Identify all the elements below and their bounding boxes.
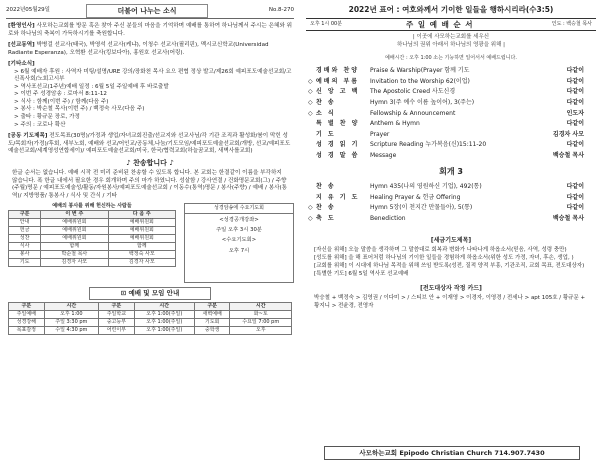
table-header: 구분	[194, 303, 230, 311]
order-item-name: 신 앙 고 백	[316, 88, 360, 96]
mission-text: 박병걸 선교사(태국), 박영석 선교사(케냐), 이청수 선교사(필리핀), 멕시코신학교(Universidad Radiante Esperanza), 오혁환 선교사(킹보다아), 홍원호 선교사(어링).	[8, 42, 269, 56]
order-item-name: 축 도	[316, 215, 336, 223]
order-item-name: 찬 송	[316, 204, 336, 212]
table-cell: 예배위원회	[108, 227, 175, 235]
table-cell: 예배위원회	[108, 235, 175, 243]
church-footer: 사모하는교회 Epipodo Christian Church 714.907.7430	[324, 446, 580, 460]
news-item: > 식사 : 함께(이번 주) / 함께(다음 주)	[14, 98, 109, 105]
worship-order-item	[306, 98, 596, 109]
order-item-person: 다같이	[566, 120, 584, 128]
table-row	[9, 243, 176, 251]
worship-order-item	[306, 203, 596, 214]
table-row	[9, 219, 176, 227]
other-news-section	[8, 61, 294, 129]
table-cell: 어린이부	[99, 327, 135, 335]
worship-note: 예배시간 : 오후 1:00 소는 기능하면 일어서서 예배드립니다.	[385, 55, 517, 62]
order-item-content: Prayer	[370, 130, 390, 138]
table-header: 시간	[230, 303, 292, 311]
table-cell: 중고등부	[99, 319, 135, 327]
order-item-name: 찬 송	[316, 98, 336, 106]
order-item-name: 성 경 읽 기	[316, 141, 360, 149]
worship-duty-caption: 예배의 봉사를 위해 헌신하는 사람들	[52, 203, 132, 210]
order-marker-icon: ◇	[308, 204, 313, 212]
order-item-content: Healing Prayer & 헌금 Offering	[370, 193, 461, 201]
order-item-name: 특 별 찬 양	[316, 120, 360, 128]
order-item-content: Message	[370, 151, 397, 159]
table-header: 시간	[44, 303, 98, 311]
table-cell: 성경강해	[9, 319, 45, 327]
times-title-text: 예배 및 모임 안내	[128, 289, 180, 298]
table-cell: 오후 1:00(주일)	[134, 319, 194, 327]
order-item-content: Praise & Warship(Prayer 함께 기도	[370, 67, 470, 75]
table-row	[9, 251, 176, 259]
worship-order-item	[306, 140, 596, 151]
bible-study-caption: 성경암송에 수요기도회	[185, 204, 293, 214]
worship-order-item	[306, 182, 596, 193]
table-cell: 함께	[108, 243, 175, 251]
prayer-head: [공동 기도제목]	[8, 133, 48, 140]
prayer-text: 전도목표(30명)/가정과 생업/자녀교회진출/선교지와 선교사님/각 기관 조직과 활성화/붐이 막힌 성도/목회자(가정)/후회, 새부노회, 예배와 선교/어인교/공동체,나눔/기도모임/예피포도예술선교회/개방, 선교/예피포도예술선교회/세계영성연합세이)/ 예피포도예술선교회/미국, 한국/협력교회(하늘꿈교회, 새벽사를교회)	[8, 133, 291, 155]
bible-study-line: <수요기도회>	[221, 237, 257, 244]
table-cell: 수일 4:30 pm	[44, 327, 98, 335]
service-tables	[6, 203, 294, 285]
order-marker-icon: ◇	[308, 88, 313, 96]
table-cell: 안내	[9, 219, 41, 227]
welcome-head: [환영인사]	[8, 23, 35, 29]
motto-line: 하나님의 권위 아래서 하나님의 영광을 위해 |	[397, 41, 505, 48]
table-cell: 새벽예배	[194, 311, 230, 319]
news-title: 더불어 나누는 소식	[86, 4, 208, 18]
worship-time: 오후 1시 00분	[310, 21, 343, 27]
order-item-content: The Apostolic Creed 사도신경	[370, 88, 456, 96]
times-title	[89, 287, 211, 300]
worship-order-item	[306, 214, 596, 225]
news-item: > 출타 : 황규문 장로, 가정	[14, 114, 80, 121]
order-item-content: Benediction	[370, 215, 406, 223]
table-cell: 기도회	[194, 319, 230, 327]
table-cell: 예배위원회	[41, 227, 108, 235]
order-item-content: Invitation to the Worship 62(이업)	[370, 77, 470, 85]
order-item-person: 다같이	[566, 183, 584, 191]
section-title: 회개 3	[439, 167, 463, 177]
table-cell: 김경자 사모	[108, 259, 175, 267]
worship-order-item	[306, 77, 596, 88]
prayer-list-title: [세금기도제목]	[430, 236, 472, 244]
worship-order-list-2	[306, 182, 596, 224]
table-cell: 오후 1:00	[44, 311, 98, 319]
news-item: > 봉사 : 박순철 목사(이번 주) / 백정숙 사모(다음 주)	[14, 106, 145, 113]
table-row	[9, 259, 176, 267]
order-marker-icon: ◇	[308, 77, 313, 85]
order-item-name: 예배의 부름	[316, 77, 360, 85]
order-item-name: 경배와 찬양	[316, 67, 360, 75]
worship-order-item	[306, 87, 596, 98]
order-item-person: 다같이	[566, 98, 584, 106]
table-header: 구분	[99, 303, 135, 311]
worship-order-bar	[306, 18, 596, 31]
table-cell: 함께	[41, 243, 108, 251]
order-item-name: 성 경 말 씀	[316, 151, 360, 159]
table-cell: 박순철 목사	[41, 251, 108, 259]
table-cell: 오후 1:00(주일)	[134, 327, 194, 335]
table-cell: 주일예배	[9, 311, 45, 319]
table-header: 구분	[9, 211, 41, 219]
table-cell: 예배위원회	[41, 235, 108, 243]
order-item-person: 다같이	[566, 88, 584, 96]
table-row	[9, 319, 292, 327]
worship-order-item	[306, 119, 596, 130]
table-cell: 주일학교	[99, 311, 135, 319]
prayer-item: [자신을 위해] 오늘 말씀을 생각하며 그 말씀대로 회복과 변화가 나타나게 하옵소서(믿음, 사역, 성령 충만)	[314, 246, 567, 253]
table-cell: 예배위원회	[41, 219, 108, 227]
worship-order-page	[306, 4, 596, 460]
motto-line: | 이곳에 사모하는교회를 세우신	[412, 34, 490, 40]
worship-order-item	[306, 130, 596, 141]
table-row	[9, 311, 292, 319]
table-cell: 백정숙 사모	[108, 251, 175, 259]
worship-order-item	[306, 151, 596, 162]
hymn-notice-text: 한글 순서는 없습니다. 예배 시작 전 미리 준비된 찬송할 수 있도록 합니다. 본 교회는 한결같이 이름을 부각하지 않습니다. 폭 한글 내에서 필요한 경우 회개하며 주의 마가 하였니다. 성살함 / 강사연결 / 건화명문교회(그) / 주향(주월)명문 / 예피포도예술성/활동/자원봉사/예피포도예술선교회 / 이동수(통역)명문 / 봉사(주향) / 예배 / 봉사(통역)/ 지방명품/ 통봉사 / 식사 및 간식 / 기타	[12, 170, 288, 199]
table-cell: 수요일 7:00 pm	[230, 319, 292, 327]
order-item-content: Scripture Reading 누가복음(신)15:11-20	[370, 141, 487, 149]
table-header: 시간	[134, 303, 194, 311]
worship-duty-block	[8, 203, 176, 267]
order-item-content: Fellowship & Announcement	[370, 109, 456, 117]
order-marker-icon: ◇	[308, 215, 313, 223]
news-item: > 역사포선교(1주년)예배 일정 : 6월 5일 주일예배 후 바로출발	[14, 83, 169, 90]
table-cell: 주일 3:30 pm	[44, 319, 98, 327]
mission-section	[8, 42, 294, 57]
order-item-content: Hymn 3(주 예수 이름 높이어), 3(주는)	[370, 98, 475, 106]
issue-number: No.8-270	[268, 7, 294, 13]
worship-leader: 인도 : 백승철 목사	[551, 21, 592, 27]
bible-study-line: <성경공개강좌>	[219, 217, 259, 224]
news-page	[6, 4, 294, 460]
bible-study-line: 오후 7시	[228, 247, 250, 254]
table-cell: 화~토	[230, 311, 292, 319]
table-cell: 중학생	[194, 327, 230, 335]
welcome-section	[8, 23, 294, 38]
worship-order-title: 주 일 예 배 순 서	[406, 20, 474, 29]
news-item: > 이번 주 성경암송 : 로마서 8:11-12	[14, 91, 107, 98]
bible-study-box	[184, 203, 294, 283]
order-item-person: 다같이	[566, 77, 584, 85]
table-cell: 헌금	[9, 227, 41, 235]
order-item-person: 다같이	[566, 193, 584, 201]
order-item-name: 소 식	[316, 109, 336, 117]
order-item-person: 인도자	[566, 109, 584, 117]
bible-study-line: 주일 오후 3시 30분	[216, 227, 262, 234]
evangelism-text: 박승철 + 백정숙 > 김영권 / 이다미 > / 스티브 안 + 이재영 > 이경자, 이영경 / 전세나 > apt 105호 / 황규문 + 황지니 > 전윤경, 전영자	[314, 294, 586, 309]
table-row	[9, 327, 292, 335]
news-item: > 주의 : 코로나 확산	[14, 121, 66, 128]
meeting-times-table	[8, 302, 292, 335]
table-cell: 목표감정	[9, 327, 45, 335]
order-item-person: 다같이	[566, 67, 584, 75]
other-news-head: [기타소식]	[8, 61, 35, 68]
worship-order-item	[306, 193, 596, 204]
table-row	[9, 235, 176, 243]
welcome-text: 사모하는교회를 방문 혹은 찾아 주신 분들의 마음을 기억하며 예배를 통하여 하나님께서 주시는 은혜와 위로와 하나님의 축복이 가득하시기를 축원합니다.	[8, 23, 292, 37]
clock-icon: ⊡	[120, 289, 129, 298]
order-item-content: Anthem & Hymn	[370, 120, 420, 128]
table-cell: 기도	[9, 259, 41, 267]
news-item: > 6월 예배자 후원 : 사역자 미팅/설명/URE 강의/장화천 목사 요으 편협 정상 발고/제26회 예피포도예술선교회/고신폭사회/노회고시부	[14, 68, 292, 83]
order-item-person: 다같이	[566, 204, 584, 212]
order-marker-icon: ◇	[308, 109, 313, 117]
year-theme: 2022년 표어 : 여호와께서 기이한 일들을 행하시리라(수3:5)	[348, 5, 554, 14]
order-item-name: 기 도	[316, 130, 336, 138]
table-cell: 오후 1:00(주일)	[134, 311, 194, 319]
hymn-notice-title: ♪ 찬송합니다 ♪	[126, 158, 174, 167]
order-item-name: 찬 송	[316, 183, 336, 191]
order-item-content: Hymn 5장(이 천지간 만물들아), 5(통)	[370, 204, 473, 212]
church-motto	[306, 34, 596, 49]
mission-head: [선교동역]	[8, 42, 35, 49]
table-cell: 봉사	[9, 251, 41, 259]
worship-duty-table	[8, 210, 176, 267]
order-item-name: 지 유 기 도	[316, 193, 360, 201]
prayer-item: [교회를 위해] 이 시대에 하나님 목적을 위해 쓰임 받도록(성전, 질적 양적 부흥, 기관조직, 교회 목표, 전도대상자)	[314, 262, 585, 269]
prayer-item: [특별한 기도] 6월 5일 역사포 선교예배	[314, 270, 409, 277]
table-row	[9, 227, 176, 235]
table-cell: 성찬	[9, 235, 41, 243]
order-item-content: Hymn 435(나의 영원하신 기업), 492(통)	[370, 183, 482, 191]
worship-order-list	[306, 66, 596, 161]
order-item-person: 다같이	[566, 141, 584, 149]
table-header: 이 번 주	[41, 211, 108, 219]
order-marker-icon: ◇	[308, 98, 313, 106]
worship-order-item	[306, 109, 596, 120]
bulletin-date: 2022년05월29일	[6, 7, 50, 13]
prayer-item: [성도를 위해] 을 해 표어처럼 하나님의 기이한 일들을 경험하게 하옵소서(위한 성도 가정, 자녀, 후손, 생업, )	[314, 254, 574, 261]
order-item-person: 김경자 사모	[552, 130, 584, 138]
table-cell: 오후	[230, 327, 292, 335]
table-header: 다 음 주	[108, 211, 175, 219]
table-header: 구분	[9, 303, 45, 311]
prayer-section	[8, 133, 294, 156]
evangelism-title: [전도대상자 작정 카드]	[420, 284, 482, 292]
worship-order-item	[306, 66, 596, 77]
table-cell: 식사	[9, 243, 41, 251]
prayer-list	[314, 247, 588, 279]
table-cell: 예배위원회	[108, 219, 175, 227]
order-item-person: 백승철 목사	[552, 215, 584, 223]
order-item-person: 백승철 목사	[552, 151, 584, 159]
table-cell: 김경자 사모	[41, 259, 108, 267]
news-header	[6, 4, 294, 19]
